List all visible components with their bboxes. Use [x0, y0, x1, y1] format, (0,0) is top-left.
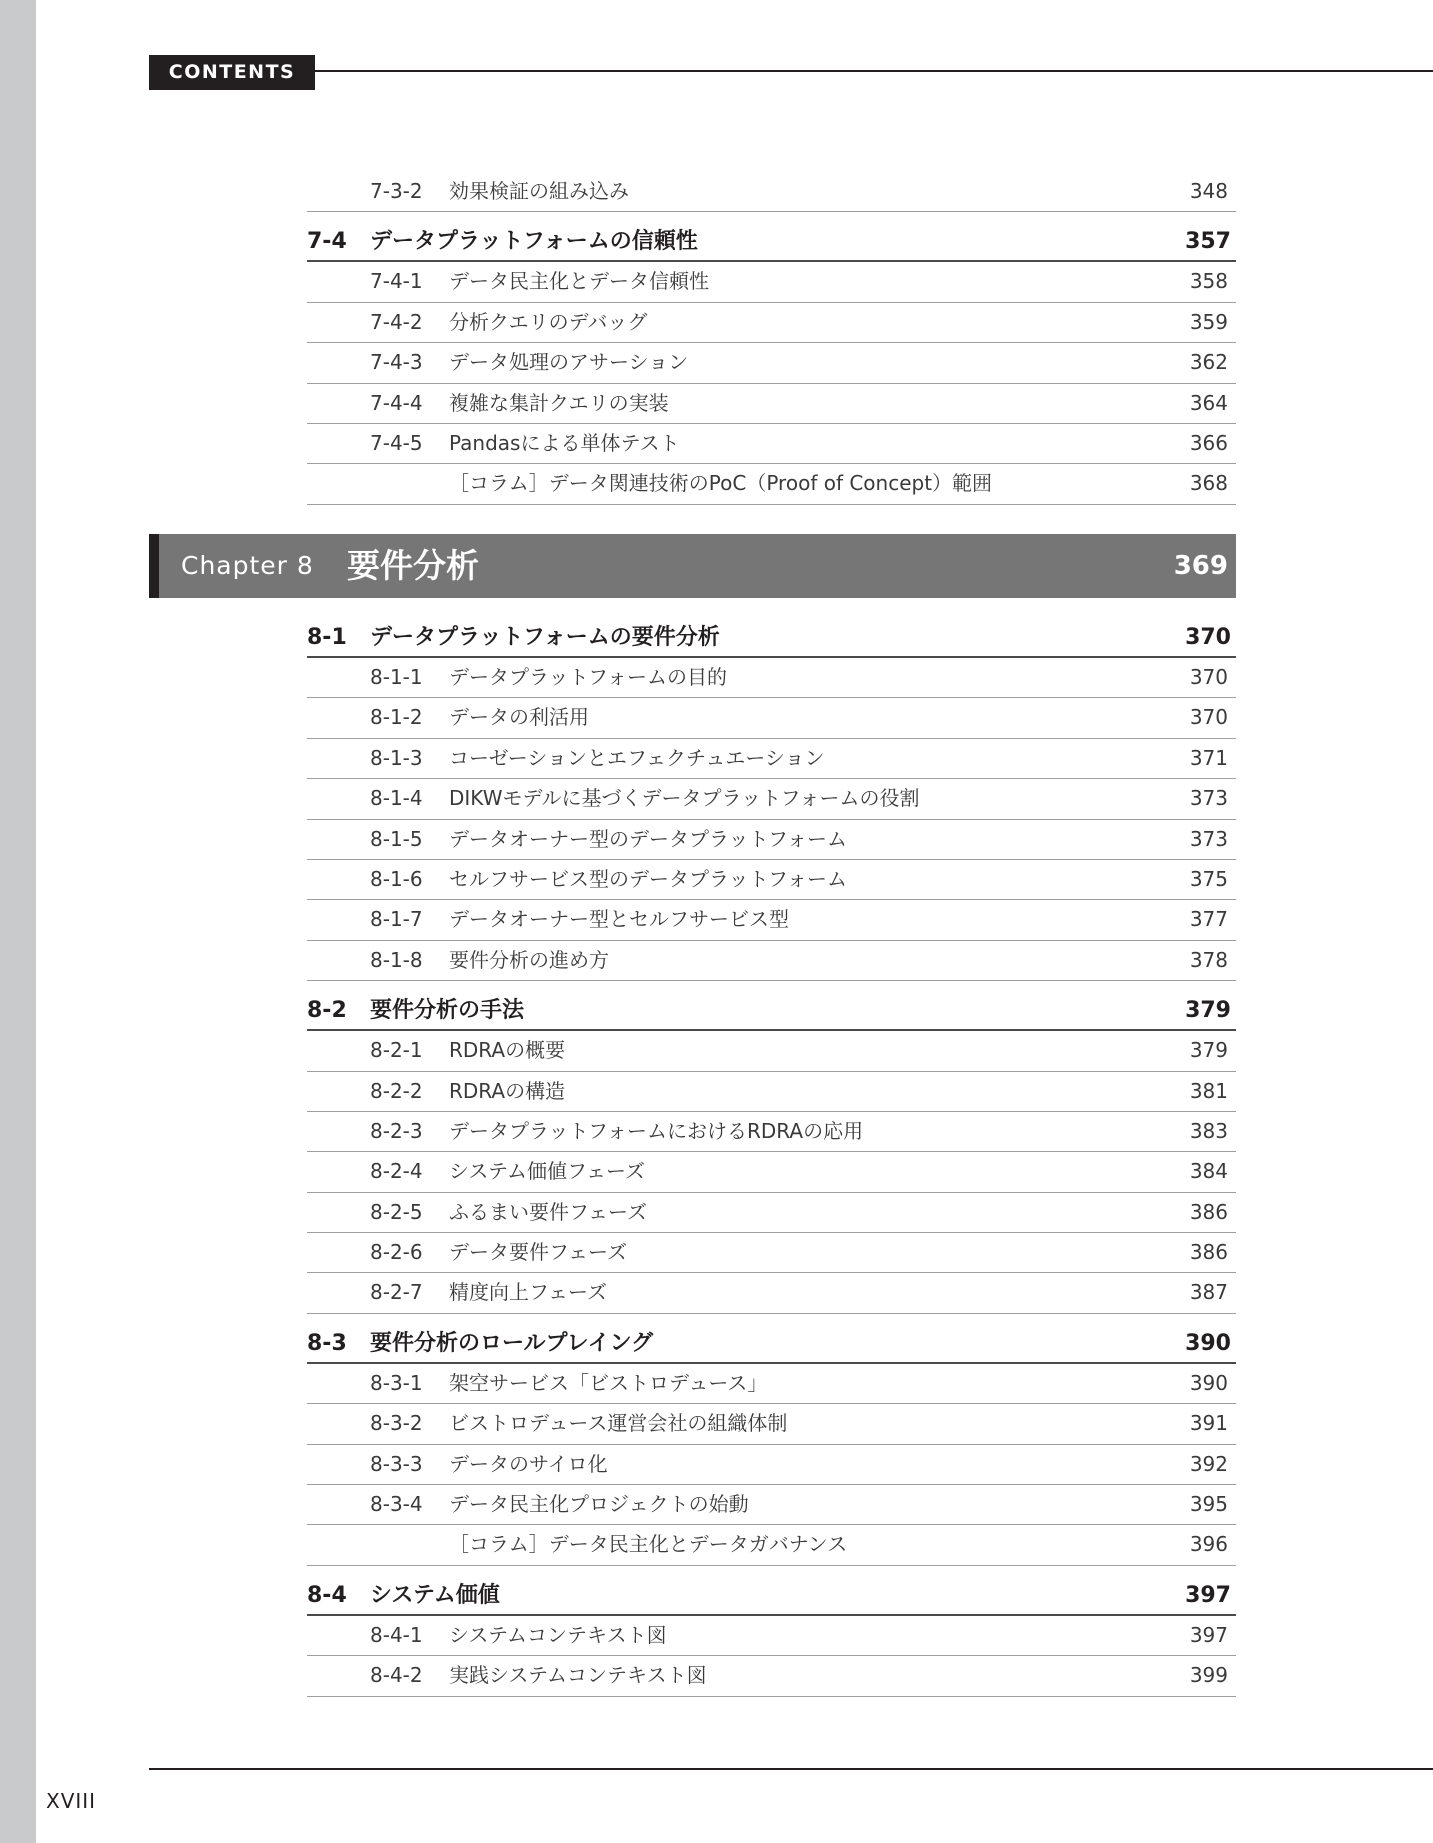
- entry-number: 8-2-6: [370, 1240, 423, 1265]
- entry-number: 8-3-2: [370, 1411, 423, 1436]
- entry-page: 392: [1189, 1451, 1228, 1476]
- toc-entry-row: [307, 172, 1236, 212]
- page-folio: XVIII: [46, 1789, 97, 1813]
- entry-title: RDRAの構造: [449, 1078, 566, 1103]
- entry-number: 8-1-4: [370, 786, 423, 811]
- left-margin-bar: [0, 0, 36, 1843]
- entry-title: システムコンテキスト図: [449, 1622, 667, 1647]
- entry-title: データオーナー型のデータプラットフォーム: [449, 826, 847, 851]
- chapter-stripe: [149, 534, 159, 598]
- contents-label: CONTENTS: [149, 55, 315, 90]
- entry-title: 実践システムコンテキスト図: [449, 1663, 707, 1688]
- entry-title: システム価値フェーズ: [449, 1159, 645, 1184]
- entry-title: データプラットフォームの要件分析: [370, 625, 720, 650]
- toc-entry-row: [307, 739, 1236, 779]
- entry-number: 7-3-2: [370, 179, 423, 203]
- entry-page: 396: [1189, 1532, 1228, 1557]
- entry-page: 379: [1189, 1038, 1228, 1063]
- entry-page: 386: [1189, 1199, 1228, 1224]
- chapter-page: 369: [1173, 551, 1228, 581]
- entry-title: 精度向上フェーズ: [449, 1280, 607, 1305]
- entry-page: 373: [1189, 826, 1228, 851]
- entry-page: 378: [1189, 947, 1228, 972]
- entry-number: 8-1-2: [370, 705, 423, 730]
- toc-section-row: [307, 222, 1236, 262]
- toc-section-row: [307, 1576, 1236, 1616]
- toc-entry-row: [307, 1273, 1236, 1313]
- entry-page: 381: [1189, 1078, 1228, 1103]
- entry-title: ビストロデュース運営会社の組織体制: [449, 1411, 788, 1436]
- toc-chapter-section: [307, 618, 1236, 1697]
- toc-entry-row: [307, 820, 1236, 860]
- entry-number: 8-1-1: [370, 665, 423, 689]
- entry-number: 8-3-4: [370, 1492, 423, 1517]
- toc-entry-row: [307, 1404, 1236, 1444]
- entry-number: 8-1-7: [370, 907, 423, 932]
- chapter-heading: [149, 534, 1236, 598]
- entry-page: 364: [1189, 390, 1228, 415]
- entry-number: 7-4-2: [370, 309, 423, 334]
- toc-entry-row: [307, 303, 1236, 343]
- entry-number: 8-3-3: [370, 1451, 423, 1476]
- entry-number: 8-4: [307, 1582, 347, 1608]
- entry-title: セルフサービス型のデータプラットフォーム: [449, 866, 847, 891]
- entry-page: 362: [1189, 350, 1228, 375]
- toc-entry-row: [307, 1485, 1236, 1525]
- entry-title: 要件分析の手法: [370, 998, 525, 1024]
- toc-entry-row: [307, 900, 1236, 940]
- entry-number: 8-1-3: [370, 745, 423, 770]
- entry-title: システム価値: [370, 1582, 500, 1608]
- entry-page: 371: [1189, 745, 1228, 770]
- footer-rule: [149, 1768, 1433, 1770]
- toc-entry-row: [307, 658, 1236, 698]
- toc-entry-row: [307, 384, 1236, 424]
- toc-entry-row: [307, 1525, 1236, 1565]
- entry-number: 8-2-2: [370, 1078, 423, 1103]
- entry-title: 分析クエリのデバッグ: [449, 309, 648, 334]
- entry-title: 架空サービス「ビストロデュース」: [449, 1370, 768, 1395]
- entry-number: 8-4-1: [370, 1622, 423, 1647]
- entry-number: 8-3: [307, 1330, 347, 1356]
- entry-title: 効果検証の組み込み: [449, 179, 629, 203]
- entry-title: DIKWモデルに基づくデータプラットフォームの役割: [449, 786, 920, 811]
- toc-entry-row: [307, 779, 1236, 819]
- entry-page: 390: [1189, 1370, 1228, 1395]
- toc-section-row: [307, 1324, 1236, 1364]
- entry-page: 399: [1189, 1663, 1228, 1688]
- entry-title: 要件分析の進め方: [449, 947, 609, 972]
- entry-page: 370: [1189, 665, 1228, 689]
- toc-entry-row: [307, 1233, 1236, 1273]
- entry-title: 複雑な集計クエリの実装: [449, 390, 669, 415]
- entry-number: 8-2-1: [370, 1038, 423, 1063]
- toc-entry-row: [307, 698, 1236, 738]
- entry-page: 397: [1189, 1622, 1228, 1647]
- entry-page: 348: [1189, 179, 1228, 203]
- entry-page: 368: [1189, 471, 1228, 496]
- entry-number: 8-4-2: [370, 1663, 423, 1688]
- entry-title: データオーナー型とセルフサービス型: [449, 907, 789, 932]
- entry-page: 357: [1185, 229, 1231, 255]
- entry-page: 397: [1185, 1582, 1231, 1608]
- entry-title: データ処理のアサーション: [449, 350, 689, 375]
- entry-number: 8-1-6: [370, 866, 423, 891]
- toc-entry-row: [307, 860, 1236, 900]
- entry-title: データプラットフォームの目的: [449, 665, 727, 689]
- entry-number: 8-2-5: [370, 1199, 423, 1224]
- chapter-label: Chapter 8: [181, 551, 314, 580]
- toc-entry-row: [307, 1364, 1236, 1404]
- entry-number: 8-2-7: [370, 1280, 423, 1305]
- entry-page: 395: [1189, 1492, 1228, 1517]
- toc-section-row: [307, 991, 1236, 1031]
- entry-title: データの利活用: [449, 705, 589, 730]
- entry-page: 377: [1189, 907, 1228, 932]
- entry-page: 384: [1189, 1159, 1228, 1184]
- toc-entry-row: [307, 262, 1236, 302]
- entry-page: 391: [1189, 1411, 1228, 1436]
- toc-section-row: [307, 618, 1236, 658]
- entry-title: データ民主化プロジェクトの始動: [449, 1492, 749, 1517]
- entry-number: 7-4: [307, 229, 347, 255]
- entry-number: 7-4-3: [370, 350, 423, 375]
- toc-entry-row: [307, 1031, 1236, 1071]
- entry-page: 375: [1189, 866, 1228, 891]
- toc-entry-row: [307, 941, 1236, 981]
- entry-number: 7-4-5: [370, 430, 423, 455]
- entry-title: RDRAの概要: [449, 1038, 566, 1063]
- entry-page: 390: [1185, 1330, 1231, 1356]
- entry-page: 383: [1189, 1118, 1228, 1143]
- entry-number: 8-2-3: [370, 1118, 423, 1143]
- toc-entry-row: [307, 1445, 1236, 1485]
- entry-page: 386: [1189, 1240, 1228, 1265]
- entry-page: 370: [1185, 625, 1231, 650]
- entry-number: 8-2-4: [370, 1159, 423, 1184]
- entry-page: 366: [1189, 430, 1228, 455]
- toc-entry-row: [307, 1152, 1236, 1192]
- header-rule: [315, 70, 1433, 72]
- entry-title: Pandasによる単体テスト: [449, 430, 680, 455]
- entry-title: コーゼーションとエフェクチュエーション: [449, 745, 825, 770]
- entry-number: 7-4-1: [370, 269, 423, 294]
- entry-number: 8-1-8: [370, 947, 423, 972]
- toc-entry-row: [307, 343, 1236, 383]
- entry-page: 379: [1185, 998, 1231, 1024]
- entry-page: 359: [1189, 309, 1228, 334]
- entry-number: 8-1-5: [370, 826, 423, 851]
- toc-entry-row: [307, 1616, 1236, 1656]
- entry-title: データ民主化とデータ信頼性: [449, 269, 709, 294]
- toc-entry-row: [307, 1193, 1236, 1233]
- entry-number: 8-3-1: [370, 1370, 423, 1395]
- entry-title: データのサイロ化: [449, 1451, 608, 1476]
- entry-page: 373: [1189, 786, 1228, 811]
- toc-entry-row: [307, 1112, 1236, 1152]
- entry-number: 7-4-4: [370, 390, 423, 415]
- entry-title: ［コラム］データ関連技術のPoC（Proof of Concept）範囲: [449, 471, 993, 496]
- entry-title: ふるまい要件フェーズ: [449, 1199, 647, 1224]
- entry-title: 要件分析のロールプレイング: [370, 1330, 654, 1356]
- entry-number: 8-2: [307, 998, 347, 1024]
- entry-title: データプラットフォームの信頼性: [370, 229, 698, 255]
- entry-title: データ要件フェーズ: [449, 1240, 627, 1265]
- entry-title: データプラットフォームにおけるRDRAの応用: [449, 1118, 864, 1143]
- toc-entry-row: [307, 424, 1236, 464]
- entry-number: 8-1: [307, 625, 347, 650]
- entry-title: ［コラム］データ民主化とデータガバナンス: [449, 1532, 848, 1557]
- entry-page: 358: [1189, 269, 1228, 294]
- toc-entry-row: [307, 1656, 1236, 1696]
- toc-entry-row: [307, 1072, 1236, 1112]
- entry-page: 387: [1189, 1280, 1228, 1305]
- toc-entry-row: [307, 464, 1236, 504]
- toc-top-section: [307, 172, 1236, 505]
- chapter-title: 要件分析: [347, 546, 479, 585]
- entry-page: 370: [1189, 705, 1228, 730]
